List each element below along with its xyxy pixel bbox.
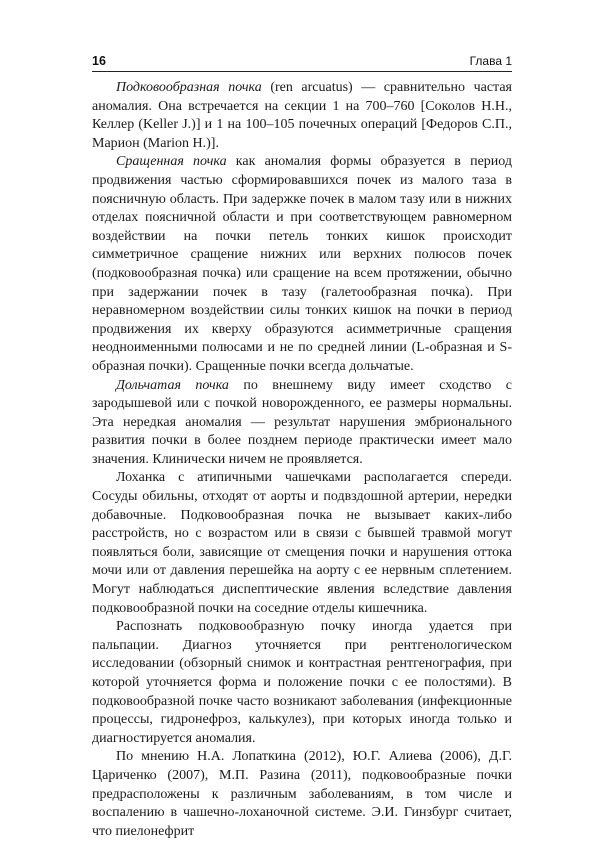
paragraph-text: как аномалия формы образуется в период продвижения частью сформировавшихся почек из малого таза в поясничную область. При задержке почек в малом тазу или в нижних отделах поясничной области и при соответствующем равномерном воздействии на почки петель тонких кишок происходит симметричное сращение нижних или верхних полюсов почек (подковообразная почка) или сращение на всем протяжении, обычно при задержании почек в тазу (галетообразная почка). При неравномерном воздействии силы тонких кишок на почки в период продвижения их кверху образуются асимметричные сращения неодноименными полюсами и не по средней линии (L-образная и S-образная почки). Сращенные почки всегда дольчатые. bbox=[92, 154, 512, 374]
paragraph-text: (ren arcuatus) — сравнительно частая аномалия. Она встречается на секции 1 на 700–760 [Соколов Н.Н., Келлер (Keller J.)] и 1 на 100–105 почечных операций [Федоров С.П., Марион (Marion H.)]. bbox=[92, 80, 512, 151]
paragraph-text: Распознать подковообразную почку иногда удается при пальпации. Диагноз уточняется при рентгенологическом исследовании (обзорный снимок и контрастная рентгенография, при которой уточняется форма и положение почки с ее полостями). В подковообразной почке часто возникают заболевания (инфекционные процессы, гидронефроз, калькулез), при которых иногда только и диагностируется аномалия. bbox=[92, 619, 512, 746]
term-horseshoe-kidney: Подковообразная почка bbox=[116, 80, 262, 95]
paragraph-text: Лоханка с атипичными чашечками располагается спереди. Сосуды обильны, отходят от аорты и подвздошной артерии, нередки добавочные. Подковообразная почка не вызывает каких-либо расстройств, но с возрастом или в связи с бывшей травмой могут появляться боли, зависящие от смещения почки и нарушения оттока мочи или от давления перешейка на аорту с ее нервным сплетением. Могут наблюдаться диспептические явления вследствие давления подковообразной почки на соседние отделы кишечника. bbox=[92, 470, 512, 616]
body-text bbox=[92, 79, 512, 841]
paragraph-lobulated-kidney bbox=[92, 377, 512, 470]
header-divider bbox=[92, 71, 512, 72]
paragraph-opinions bbox=[92, 748, 512, 841]
page-number: 16 bbox=[92, 54, 106, 68]
term-fused-kidney: Сращенная почка bbox=[116, 154, 227, 170]
paragraph-fused-kidney bbox=[92, 153, 512, 376]
paragraph-horseshoe-kidney bbox=[92, 79, 512, 153]
paragraph-diagnosis bbox=[92, 618, 512, 748]
running-header bbox=[92, 54, 512, 72]
paragraph-text: по внешнему виду имеет сходство с зародышевой или с почкой новорожденного, ее размеры нормальны. Эта нередкая аномалия — результат нарушения эмбрионального развития почки в более позднем периоде практически имеет мало значения. Клинически ничем не проявляется. bbox=[92, 377, 512, 467]
chapter-label: Глава 1 bbox=[469, 54, 512, 68]
paragraph-pelvis-vessels bbox=[92, 469, 512, 618]
term-lobulated-kidney: Дольчатая почка bbox=[116, 377, 229, 393]
paragraph-text: По мнению Н.А. Лопаткина (2012), Ю.Г. Алиева (2006), Д.Г. Цариченко (2007), М.П. Разина (2011), подковообразные почки предрасположены к различным заболеваниям, в том числе и воспалению в чашечно-лоханочной системе. Э.И. Гинзбург считает, что пиелонефрит bbox=[92, 749, 512, 839]
